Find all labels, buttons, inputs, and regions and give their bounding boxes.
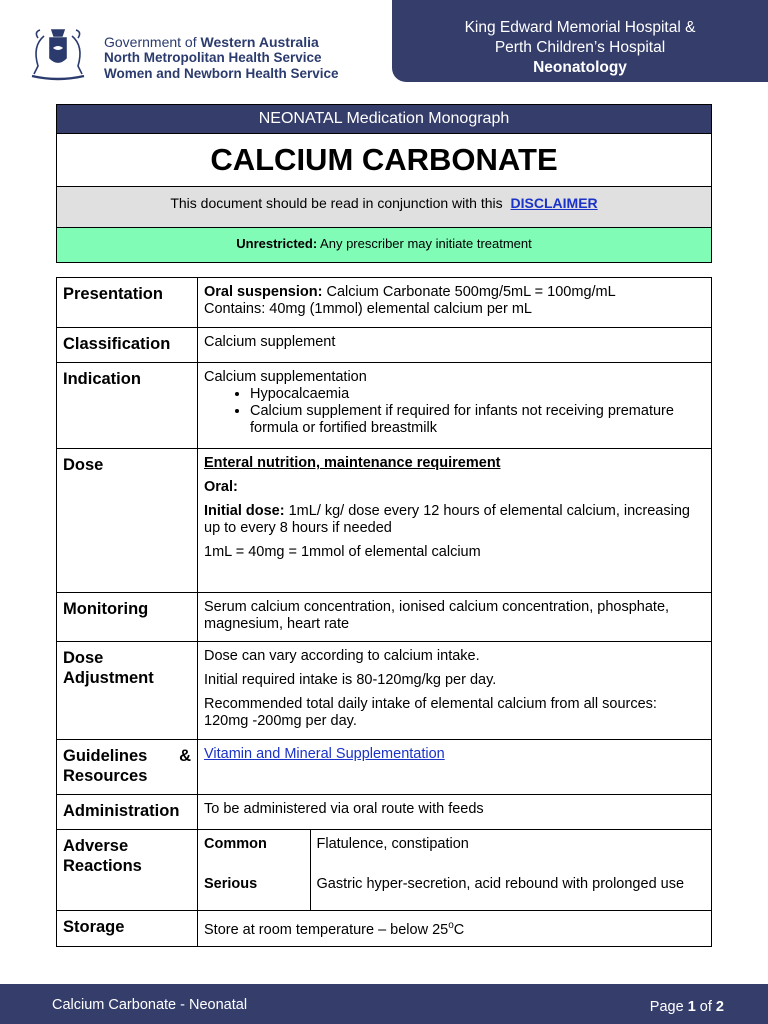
vitamin-supplementation-link[interactable]: Vitamin and Mineral Supplementation (204, 746, 445, 762)
page-number: Page 1 of 2 (649, 999, 724, 1015)
disclaimer-link[interactable]: DISCLAIMER (510, 195, 598, 211)
row-dose-adjustment: Dose Adjustment Dose can vary according to calcium intake. Initial required intake is 80-120mg/kg per day. Recommended total daily intake of elemental calcium from all sources: 120mg -200mg per day. (57, 642, 712, 740)
unrestricted-row: Unrestricted: Any prescriber may initiate treatment (57, 228, 711, 262)
list-item: • Calcium supplement if required for infants not receiving premature formula or fortified breastmilk (250, 403, 705, 437)
row-indication: Indication Calcium supplementation • Hypocalcaemia • Calcium supplement if required for infants not receiving premature formula or fortified breastmilk (57, 363, 712, 449)
wa-government-logo (18, 24, 348, 84)
title-block (56, 104, 712, 263)
list-item: • Hypocalcaemia (250, 386, 705, 403)
row-presentation: Presentation Oral suspension: Calcium Carbonate 500mg/5mL = 100mg/mL Contains: 40mg (1mmol) elemental calcium per mL (57, 278, 712, 328)
indication-list (204, 386, 705, 437)
row-dose: Dose Enteral nutrition, maintenance requirement Oral: Initial dose: 1mL/ kg/ dose every 12 hours of elemental calcium, increasing up to every 8 hours if needed 1mL = 40mg = 1mmol of elemental calcium (57, 449, 712, 593)
row-storage: Storage Store at room temperature – below 25$^o$C (57, 911, 712, 947)
monograph-heading: NEONATAL Medication Monograph (57, 105, 711, 134)
hospital-banner: King Edward Memorial Hospital & Perth Children’s Hospital Neonatology (392, 0, 768, 82)
disclaimer-row: This document should be read in conjunction with this DISCLAIMER (57, 187, 711, 228)
row-monitoring: Monitoring Serum calcium concentration, ionised calcium concentration, phosphate, magnesium, heart rate (57, 593, 712, 642)
row-adverse-reactions: Adverse Reactions Common Flatulence, constipation Serious Gastric hyper-secretion, acid rebound with prolonged use (57, 830, 712, 911)
coat-of-arms-icon (18, 24, 98, 82)
page-title: CALCIUM CARBONATE (57, 134, 711, 187)
monograph-table (56, 277, 712, 947)
row-guidelines: Guidelines & Resources Vitamin and Mineral Supplementation (57, 740, 712, 795)
row-classification: Classification Calcium supplement (57, 328, 712, 363)
government-text: Government of Western Australia North Metropolitan Health Service Women and Newborn Health Service (104, 34, 339, 81)
row-administration: Administration To be administered via oral route with feeds (57, 795, 712, 830)
page-footer (0, 984, 768, 1024)
adverse-table: Common Flatulence, constipation Serious Gastric hyper-secretion, acid rebound with prolonged use (198, 830, 711, 910)
footer-title: Calcium Carbonate - Neonatal (52, 997, 248, 1013)
